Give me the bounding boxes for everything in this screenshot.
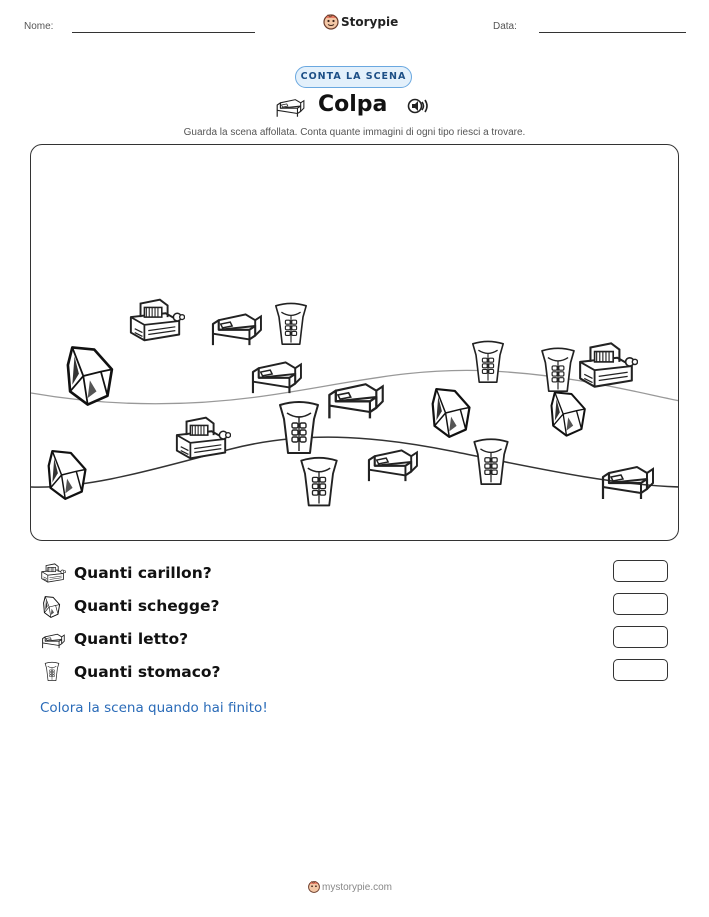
answer-box-carillon[interactable] — [613, 560, 668, 582]
audio-speaker-icon[interactable] — [407, 97, 431, 115]
shard-item[interactable] — [433, 389, 470, 437]
shard-item[interactable] — [552, 392, 585, 435]
torso-item[interactable] — [473, 341, 503, 382]
brand-name: Storypie — [341, 15, 399, 29]
name-line[interactable] — [72, 32, 255, 33]
torso-item[interactable] — [280, 402, 318, 453]
counting-scene[interactable] — [30, 144, 679, 541]
bed-item[interactable] — [329, 384, 382, 418]
torso-item[interactable] — [474, 439, 507, 484]
question-text: Quanti stomaco? — [74, 663, 221, 681]
torso-item[interactable] — [276, 303, 306, 344]
name-label: Nome: — [24, 21, 54, 32]
scene-illustration — [31, 145, 679, 541]
date-line[interactable] — [539, 32, 686, 33]
storypie-logo-icon — [322, 13, 340, 31]
torso-item[interactable] — [542, 348, 574, 391]
torso-icon — [43, 661, 61, 683]
question-text: Quanti letto? — [74, 630, 189, 648]
footer-site[interactable]: mystorypie.com — [322, 882, 393, 893]
shard-item[interactable] — [68, 347, 112, 404]
answer-box-letto[interactable] — [613, 626, 668, 648]
storypie-footer-logo-icon — [307, 880, 321, 894]
carillon-item[interactable] — [131, 300, 185, 341]
bed-icon — [40, 628, 66, 650]
bed-item[interactable] — [603, 467, 653, 499]
bed-item[interactable] — [369, 450, 417, 481]
coloring-prompt: Colora la scena quando hai finito! — [40, 700, 268, 716]
bed-item[interactable] — [213, 314, 261, 345]
shard-icon — [42, 595, 62, 619]
question-text: Quanti carillon? — [74, 564, 212, 582]
answer-box-stomaco[interactable] — [613, 659, 668, 681]
page-title: Colpa — [318, 92, 388, 117]
carillon-item[interactable] — [580, 343, 637, 386]
answer-box-schegge[interactable] — [613, 593, 668, 615]
carillon-item[interactable] — [177, 418, 231, 459]
torso-item[interactable] — [301, 458, 336, 506]
date-label: Data: — [493, 21, 517, 32]
instructions: Guarda la scena affollata. Conta quante immagini di ogni tipo riesci a trovare. — [183, 127, 526, 138]
bed-item[interactable] — [253, 362, 301, 393]
shard-item[interactable] — [49, 451, 86, 499]
music-box-icon — [40, 562, 66, 584]
activity-badge: CONTA LA SCENA — [295, 66, 412, 88]
question-text: Quanti schegge? — [74, 597, 220, 615]
bed-icon — [274, 92, 306, 119]
